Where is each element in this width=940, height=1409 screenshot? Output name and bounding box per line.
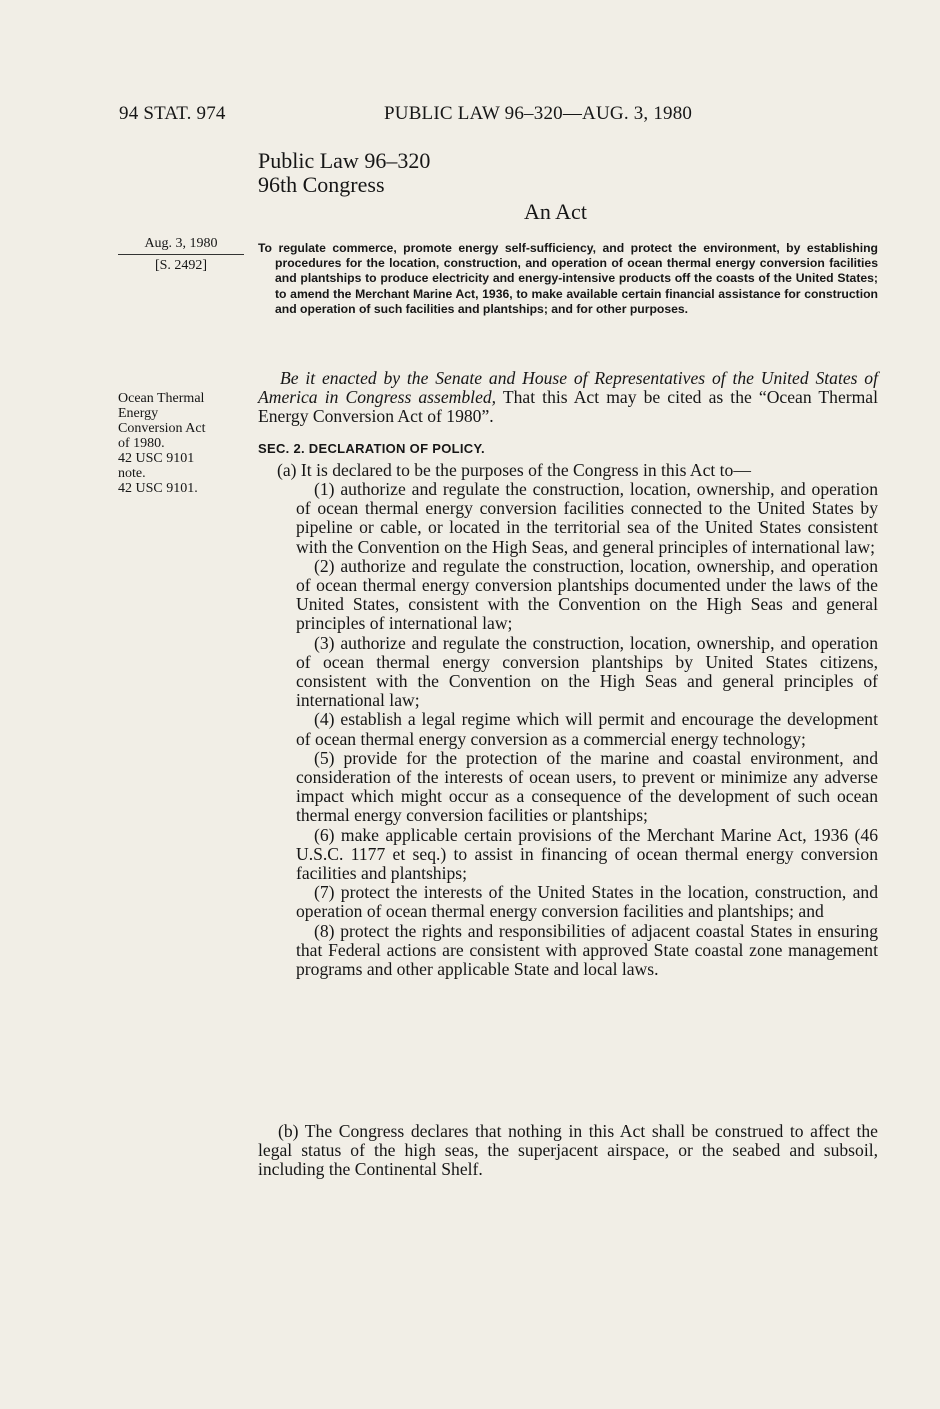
- list-item: (1) authorize and regulate the construction, location, ownership, and operation of ocean thermal energy conversion facilities connected to the United States by pipeline or cable, or located in the territorial sea of the United States consistent with the Convention on the High Seas, and general principles of international law;: [296, 479, 878, 557]
- running-title: PUBLIC LAW 96–320—AUG. 3, 1980: [384, 103, 693, 124]
- list-item: (8) protect the rights and responsibilities of adjacent coastal States in ensuring that Federal actions are consistent with approved State coastal zone management programs and other applicable State and local laws.: [296, 920, 878, 980]
- paragraph-b: (b) The Congress declares that nothing in this Act shall be construed to affect the legal status of the high seas, the superjacent airspace, or the seabed and subsoil, including the Continental Shelf.: [258, 1121, 878, 1180]
- paragraph-a: (a) It is declared to be the purposes of the Congress in this Act to—: [277, 460, 751, 480]
- margin-bill-number: [S. 2492]: [154, 258, 208, 273]
- list-item: (6) make applicable certain provisions of the Merchant Marine Act, 1936 (46 U.S.C. 1177 et seq.) to assist in financing of ocean thermal energy conversion facilities and plantships;: [296, 824, 878, 884]
- margin-note-line: 42 USC 9101.: [118, 481, 198, 496]
- margin-note-line: Ocean Thermal: [118, 391, 205, 406]
- page-stat-number: 94 STAT. 974: [119, 103, 226, 124]
- list-item: (3) authorize and regulate the construction, location, ownership, and operation of ocean thermal energy conversion plantships by United States citizens, consistent with the Convention on the High Seas and general principles of international law;: [296, 632, 878, 711]
- margin-note-line: note.: [118, 466, 146, 481]
- section-heading: SEC. 2. DECLARATION OF POLICY.: [258, 441, 485, 456]
- margin-note-line: Energy: [118, 406, 159, 421]
- margin-note-line: 42 USC 9101: [118, 451, 195, 466]
- list-item: (2) authorize and regulate the construction, location, ownership, and operation of ocean thermal energy conversion plantships documented under the laws of the United States, consistent with the Convention on the High Seas and general principles of international law;: [296, 555, 878, 634]
- margin-date: Aug. 3, 1980: [118, 236, 244, 255]
- list-item: (5) provide for the protection of the marine and coastal environment, and consideration of the interests of ocean users, to prevent or minimize any adverse impact which might occur as a consequence of the development of such ocean thermal energy conversion facilities or plantships;: [296, 747, 878, 826]
- list-item: (4) establish a legal regime which will permit and encourage the development of ocean thermal energy conversion as a commercial energy technology;: [296, 709, 878, 749]
- margin-notes: [118, 391, 244, 496]
- margin-note-line: of 1980.: [118, 436, 165, 451]
- enacting-italic: Be it enacted by the Senate and House of Representatives of the United States of America in Congress assembled,: [258, 368, 878, 408]
- purpose-list: [296, 480, 878, 979]
- margin-note-line: Conversion Act: [118, 421, 206, 436]
- purpose-text: To regulate commerce, promote energy self-sufficiency, and protect the environment, by establishing procedures for the location, construction, and operation of ocean thermal energy conversion facilities and plantships to produce electricity and energy-intensive products off the coasts of the United States; to amend the Merchant Marine Act, 1936, to make available certain financial assistance for construction and operation of such facilities and plantships; and for other purposes.: [258, 241, 878, 316]
- an-act-heading: An Act: [524, 199, 587, 224]
- list-item: (7) protect the interests of the United States in the location, construction, and operation of ocean thermal energy conversion facilities and plantships; and: [296, 882, 878, 922]
- enacting-clause: [258, 369, 878, 427]
- purpose-statement: [258, 241, 878, 317]
- enacting-text: That this Act may be cited as the “Ocean Thermal Energy Conversion Act of 1980”.: [258, 387, 878, 427]
- law-number: Public Law 96–320: [258, 148, 431, 173]
- congress-number: 96th Congress: [258, 172, 385, 197]
